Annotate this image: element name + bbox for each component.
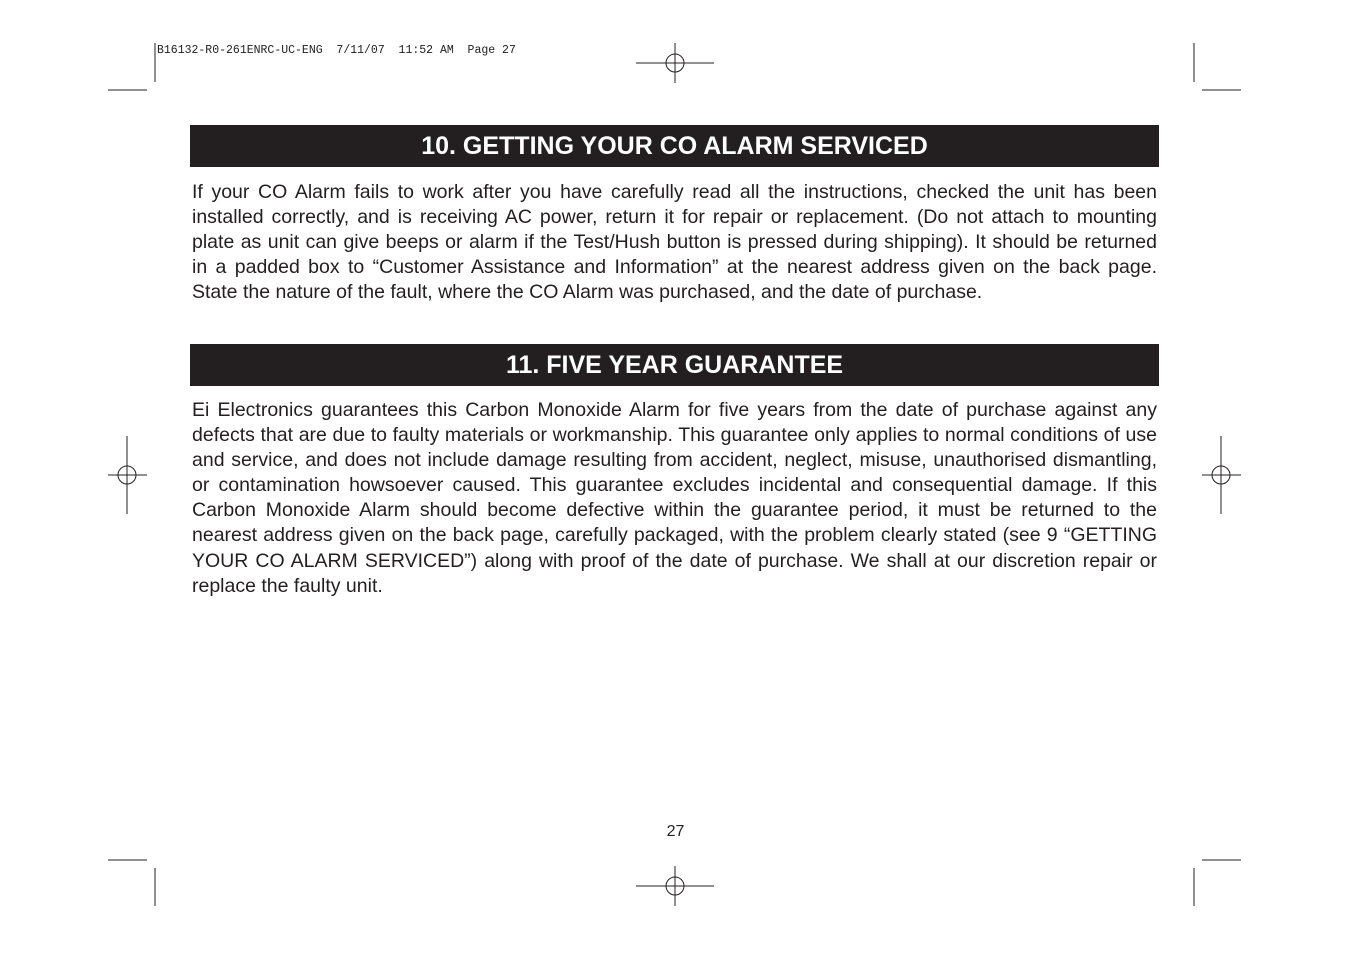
page-number: 27 (666, 823, 685, 840)
section-body-guarantee: Ei Electronics guarantees this Carbon Monoxide Alarm for five years from the date of purchase against any defects that are due to faulty materials or workmanship. This guarantee only applies to normal conditions of use and service, and does not include damage resulting from accident, neglect, misuse, unauthorised dismantling, or contamination howsoever caused. This guarantee excludes incidental and consequential damage. If this Carbon Monoxide Alarm should become defective within the guarantee period, it must be returned to the nearest address given on the back page, carefully packaged, with the problem clearly stated (see 9 “GETTING YOUR CO ALARM SERVICED”) along with proof of the date of purchase. We shall at our discretion repair or replace the faulty unit. (192, 399, 1157, 597)
section-heading-servicing: 10. GETTING YOUR CO ALARM SERVICED (190, 125, 1159, 167)
print-slug: B16132-R0-261ENRC-UC-ENG 7/11/07 11:52 AM Page 27 (157, 44, 516, 57)
registration-mark-top (636, 43, 714, 83)
registration-mark-bottom (636, 866, 714, 906)
registration-mark-left (108, 436, 147, 514)
registration-mark-right (1202, 436, 1241, 514)
section-body-servicing: If your CO Alarm fails to work after you have carefully read all the instructions, checked the unit has been installed correctly, and is receiving AC power, return it for repair or replacement. (Do not attach to mounting plate as unit can give beeps or alarm if the Test/Hush button is pressed during shipping). It should be returned in a padded box to “Customer Assistance and Information” at the nearest address given on the back page. State the nature of the fault, where the CO Alarm was purchased, and the date of purchase. (192, 181, 1157, 304)
section-heading-guarantee: 11. FIVE YEAR GUARANTEE (190, 344, 1159, 386)
